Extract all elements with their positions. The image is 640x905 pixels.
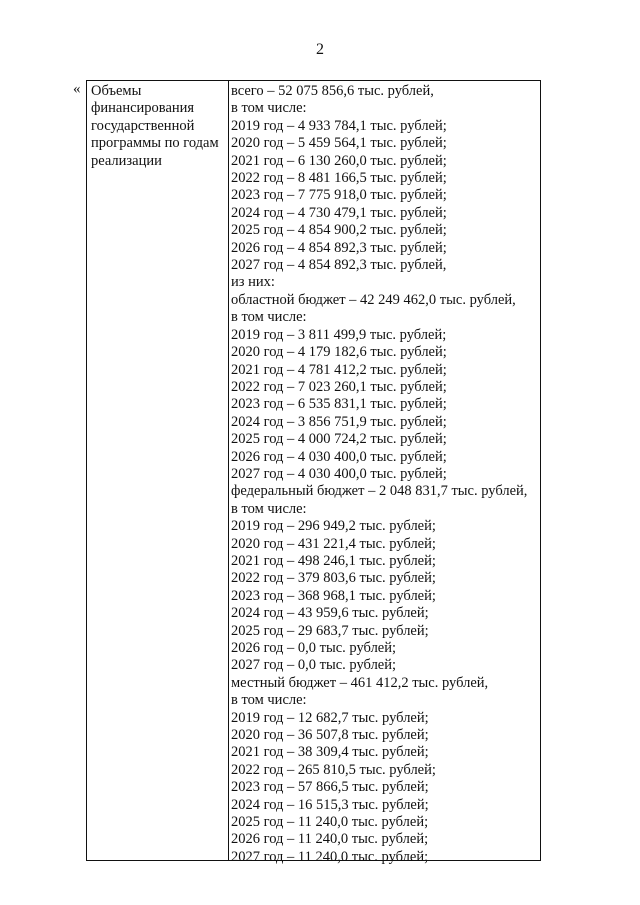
financing-line: 2026 год – 4 030 400,0 тыс. рублей; [231, 448, 447, 465]
financing-line: 2021 год – 498 246,1 тыс. рублей; [231, 552, 436, 569]
financing-line: 2019 год – 296 949,2 тыс. рублей; [231, 518, 436, 535]
financing-line: областной бюджет – 42 249 462,0 тыс. рублей, [231, 291, 516, 308]
table-right-cell [231, 83, 539, 866]
financing-table [86, 80, 541, 865]
financing-line: 2022 год – 7 023 260,1 тыс. рублей; [231, 378, 447, 395]
left-cell-line: программы по годам [91, 135, 219, 152]
financing-line: 2020 год – 36 507,8 тыс. рублей; [231, 727, 429, 744]
financing-line: 2027 год – 4 030 400,0 тыс. рублей; [231, 465, 447, 482]
financing-line: 2021 год – 38 309,4 тыс. рублей; [231, 744, 429, 761]
left-cell-line: финансирования [91, 100, 195, 117]
financing-line: федеральный бюджет – 2 048 831,7 тыс. рублей, [231, 483, 528, 500]
left-cell-line: государственной [91, 117, 195, 134]
financing-line: 2027 год – 11 240,0 тыс. рублей; [231, 848, 429, 865]
financing-line: в том числе: [231, 692, 307, 709]
financing-line: 2023 год – 7 775 918,0 тыс. рублей; [231, 187, 447, 204]
financing-line: 2022 год – 265 810,5 тыс. рублей; [231, 761, 436, 778]
financing-line: 2027 год – 0,0 тыс. рублей; [231, 657, 397, 674]
financing-line: 2025 год – 4 000 724,2 тыс. рублей; [231, 431, 447, 448]
financing-line: 2022 год – 8 481 166,5 тыс. рублей; [231, 170, 447, 187]
financing-line: 2019 год – 4 933 784,1 тыс. рублей; [231, 117, 447, 134]
financing-line: 2022 год – 379 803,6 тыс. рублей; [231, 570, 436, 587]
page-number: 2 [316, 41, 324, 58]
left-cell-line: Объемы [91, 83, 142, 99]
financing-line: 2025 год – 4 854 900,2 тыс. рублей; [231, 222, 447, 239]
financing-line: 2020 год – 4 179 182,6 тыс. рублей; [231, 344, 447, 361]
financing-line: 2024 год – 3 856 751,9 тыс. рублей; [231, 413, 447, 430]
left-cell-line: реализации [91, 152, 162, 169]
financing-line: 2023 год – 6 535 831,1 тыс. рублей; [231, 396, 447, 413]
financing-line: 2024 год – 43 959,6 тыс. рублей; [231, 605, 429, 622]
financing-line: в том числе: [231, 100, 307, 117]
financing-line: 2020 год – 431 221,4 тыс. рублей; [231, 535, 436, 552]
column-divider [228, 81, 229, 860]
financing-line: в том числе: [231, 309, 307, 326]
table-left-cell [91, 83, 226, 170]
financing-line: 2026 год – 11 240,0 тыс. рублей; [231, 831, 429, 848]
financing-line: 2019 год – 12 682,7 тыс. рублей; [231, 709, 429, 726]
financing-line: 2026 год – 0,0 тыс. рублей; [231, 640, 397, 656]
financing-line: в том числе: [231, 500, 307, 517]
financing-line: местный бюджет – 461 412,2 тыс. рублей, [231, 674, 489, 691]
financing-line: 2020 год – 5 459 564,1 тыс. рублей; [231, 135, 447, 152]
financing-line: 2025 год – 29 683,7 тыс. рублей; [231, 622, 429, 639]
financing-line: 2023 год – 57 866,5 тыс. рублей; [231, 779, 429, 796]
financing-line: из них: [231, 274, 275, 291]
financing-line: 2019 год – 3 811 499,9 тыс. рублей; [231, 326, 447, 343]
financing-line: 2025 год – 11 240,0 тыс. рублей; [231, 814, 429, 831]
financing-line: 2021 год – 6 130 260,0 тыс. рублей; [231, 152, 447, 169]
financing-line: 2027 год – 4 854 892,3 тыс. рублей, [231, 257, 447, 274]
opening-quote-mark: « [73, 81, 81, 97]
financing-line: 2024 год – 16 515,3 тыс. рублей; [231, 796, 429, 813]
financing-line: 2026 год – 4 854 892,3 тыс. рублей; [231, 239, 447, 256]
financing-line: 2021 год – 4 781 412,2 тыс. рублей; [231, 361, 447, 378]
financing-line: 2023 год – 368 968,1 тыс. рублей; [231, 587, 436, 604]
financing-line: 2024 год – 4 730 479,1 тыс. рублей; [231, 204, 447, 221]
financing-line: всего – 52 075 856,6 тыс. рублей, [231, 83, 434, 99]
